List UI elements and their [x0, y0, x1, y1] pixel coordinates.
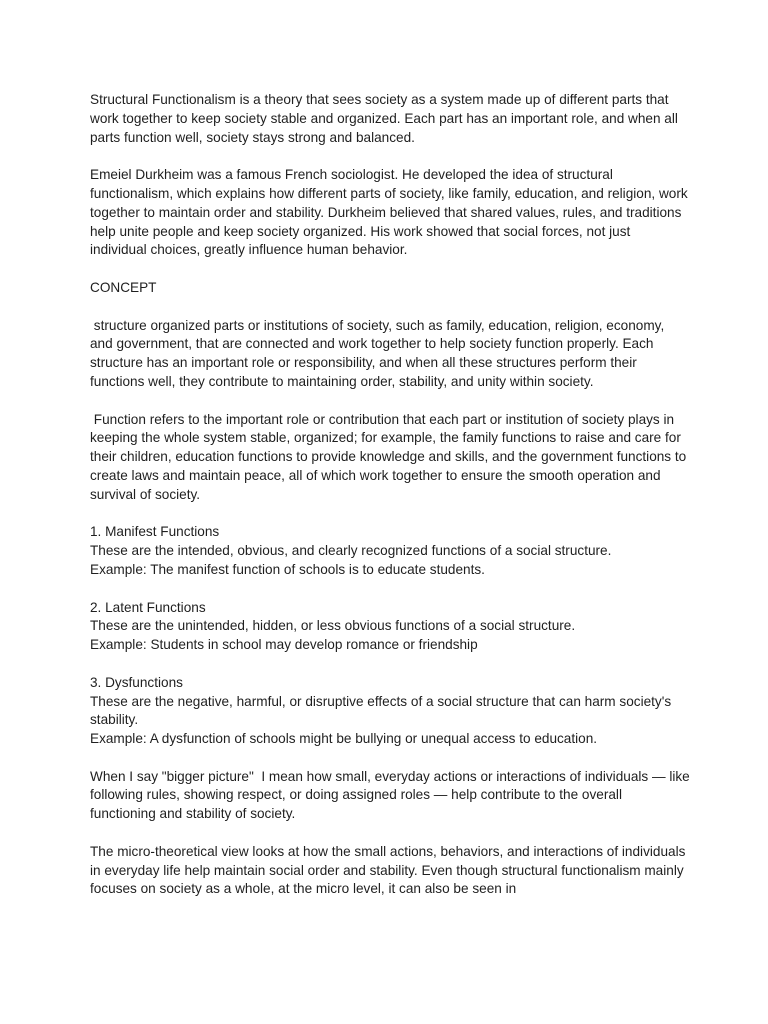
manifest-functions-example: Example: The manifest function of schools is to educate students.: [90, 561, 485, 577]
latent-functions-definition: These are the unintended, hidden, or less obvious functions of a social structure.: [90, 618, 576, 634]
latent-functions-example: Example: Students in school may develop romance or friendship: [90, 637, 478, 653]
durkheim-paragraph: Emeiel Durkheim was a famous French sociologist. He developed the idea of structural functionalism, which explains how different parts of society, like family, education, and religion, work together to maintain order and stability. Durkheim believed that shared values, rules, and traditions help unite people and keep society organized. His work showed that social forces, not just individual choices, greatly influence human behavior.: [90, 167, 692, 258]
concept-heading: CONCEPT: [90, 279, 157, 295]
dysfunctions-title: 3. Dysfunctions: [90, 674, 183, 690]
latent-functions-section: [90, 599, 690, 655]
micro-view-paragraph: The micro-theoretical view looks at how the small actions, behaviors, and interactions of individuals in everyday life help maintain social order and stability. Even though structural functionalism mainly focuses on society as a whole, at the micro level, it can also be seen in: [90, 843, 690, 897]
function-paragraph: Function refers to the important role or contribution that each part or institution of society plays in keeping the whole system stable, organized; for example, the family functions to raise and care for their children, education functions to provide knowledge and skills, and the government functions to create laws and maintain peace, all of which work together to ensure the smooth operation and survival of society.: [90, 411, 691, 502]
document-body: [90, 91, 694, 899]
structure-paragraph: structure organized parts or institutions of society, such as family, education, religion, economy, and government, that are connected and work together to help society function properly. Each structure has an important role or responsibility, and when all these structures perform their functions well, they contribute to maintaining order, stability, and unity within society.: [90, 317, 669, 389]
manifest-functions-section: [90, 523, 690, 579]
dysfunctions-section: [90, 674, 690, 749]
manifest-functions-title: 1. Manifest Functions: [90, 524, 220, 540]
intro-paragraph: Structural Functionalism is a theory that sees society as a system made up of different parts that work together to keep society stable and organized. Each part has an important role, and when all parts function well, society stays strong and balanced.: [90, 92, 682, 145]
dysfunctions-example: Example: A dysfunction of schools might be bullying or unequal access to education.: [90, 731, 598, 747]
dysfunctions-definition: These are the negative, harmful, or disruptive effects of a social structure that can harm society's stability.: [90, 693, 675, 728]
manifest-functions-definition: These are the intended, obvious, and clearly recognized functions of a social structure.: [90, 543, 612, 559]
latent-functions-title: 2. Latent Functions: [90, 599, 206, 615]
bigger-picture-paragraph: When I say "bigger picture" I mean how small, everyday actions or interactions of individuals — like following rules, showing respect, or doing assigned roles — help contribute to the overall functioning and stability of society.: [90, 768, 694, 822]
